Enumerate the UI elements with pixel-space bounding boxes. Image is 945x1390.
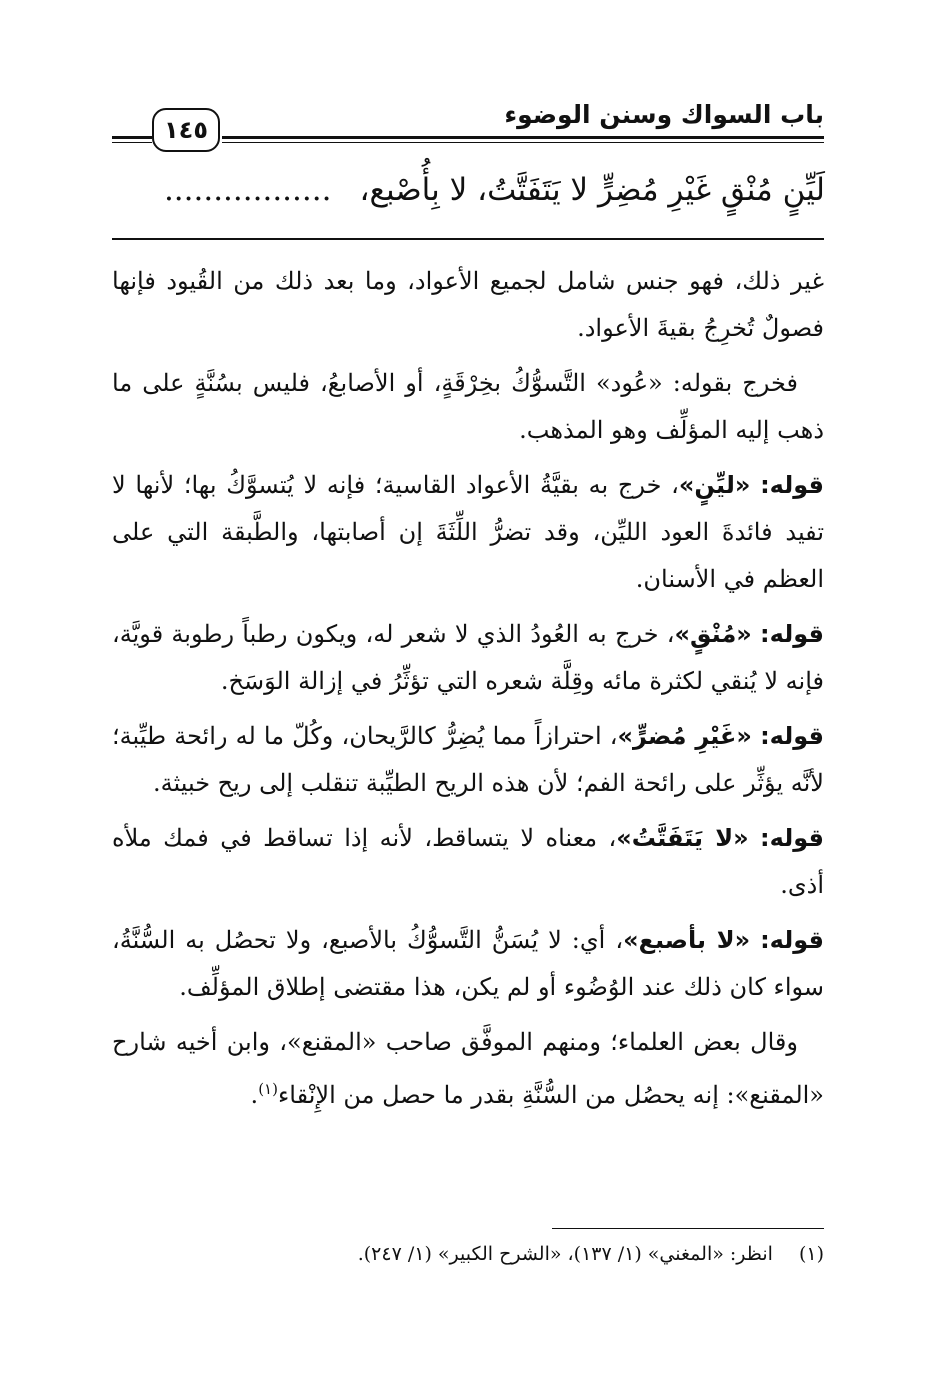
footnote-number: (١) <box>798 1243 824 1265</box>
paragraph: وقال بعض العلماء؛ ومنهم الموفَّق صاحب «المقنع»، وابن أخيه شارح «المقنع»: إنه يحصُل من السُّنَّةِ بقدر ما حصل من الإِنْقاء$^{(١)}$. <box>112 1028 824 1109</box>
paragraph: غير ذلك، فهو جنس شامل لجميع الأعواد، وما بعد ذلك من القُيود فإنها فصولٌ تُخرِجُ بقيةَ الأعواد. <box>112 267 824 342</box>
header-rule-thin <box>222 142 824 143</box>
footnote-text: انظر: «المغني» (١/ ١٣٧)، «الشرح الكبير» (١/ ٢٤٧). <box>357 1243 773 1265</box>
quoted-term: «لا بأصبع» <box>623 926 751 954</box>
header-rule <box>222 136 824 139</box>
matn-text: لَيِّنٍ مُنْقٍ غَيْرِ مُضِرٍّ لا يَتَفَتَّتُ، لا بِأُصْبع، <box>359 172 825 208</box>
commentary-body <box>112 258 824 1127</box>
qawl-label: قوله: <box>760 620 824 648</box>
footnote <box>119 1243 824 1265</box>
header-rule-left-thin <box>112 142 152 143</box>
page-header <box>112 100 824 156</box>
footnote-separator <box>552 1228 824 1229</box>
quoted-term: «غَيْرِ مُضرٍّ» <box>617 722 752 750</box>
matn-separator <box>112 238 824 240</box>
quoted-term: «مُنْقٍ» <box>674 620 752 648</box>
header-rule-left <box>112 136 152 139</box>
matn-dots: ................. <box>163 172 332 208</box>
paragraph: قوله: «ليِّنٍ»، خرج به بقيَّةُ الأعواد القاسية؛ فإنه لا يُتسوَّكُ بها؛ لأنها لا تفيد فائدةَ العود الليِّن، وقد تضرُّ اللِّثَةَ إن أصابتها، والطَّبقة التي على العظم في الأسنان. <box>112 471 825 593</box>
chapter-title: باب السواك وسنن الوضوء <box>504 100 824 129</box>
paragraph: قوله: «لا يَتَفَتَّتُ»، معناه لا يتساقط، لأنه إذا تساقط في فمك ملأه أذى. <box>112 824 824 899</box>
paragraph: قوله: «غَيْرِ مُضرٍّ»، احترازاً مما يُضِرُّ كالرَّيحان، وكُلّ ما له رائحة طيِّبة؛ لأنَّه يؤثِّر على رائحة الفم؛ لأن هذه الريح الطيِّبة تنقلب إلى ريح خبيثة. <box>112 722 824 797</box>
qawl-label: قوله: <box>760 471 824 499</box>
paragraph: قوله: «لا بأصبع»، أي: لا يُسَنُّ التَّسوُّكُ بالأصبع، ولا تحصُل به السُّنَّةُ، سواء كان ذلك عند الوُضُوء أو لم يكن، هذا مقتضى إطلاق المؤلِّف. <box>112 926 825 1001</box>
quoted-term: «لا يَتَفَتَّتُ» <box>616 824 749 852</box>
page-number: ١٤٥ <box>152 108 220 152</box>
paragraph: فخرج بقوله: «عُود» التَّسوُّكُ بخِرْقَةٍ، أو الأصابعُ، فليس بسُنَّةٍ على ما ذهب إليه المؤلِّف وهو المذهب. <box>112 369 824 444</box>
quoted-term: «ليِّنٍ» <box>678 471 751 499</box>
qawl-label: قوله: <box>760 722 824 750</box>
matn-line <box>120 172 825 208</box>
footnote-marker: (١) <box>258 1080 278 1098</box>
qawl-label: قوله: <box>760 824 824 852</box>
paragraph: قوله: «مُنْقٍ»، خرج به العُودُ الذي لا شعر له، ويكون رطباً رطوبة قويَّة، فإنه لا يُنقي لكثرة مائه وقِلَّة شعره التي تؤثِّرُ في إزالة الوَسَخ. <box>112 620 824 695</box>
qawl-label: قوله: <box>760 926 825 954</box>
